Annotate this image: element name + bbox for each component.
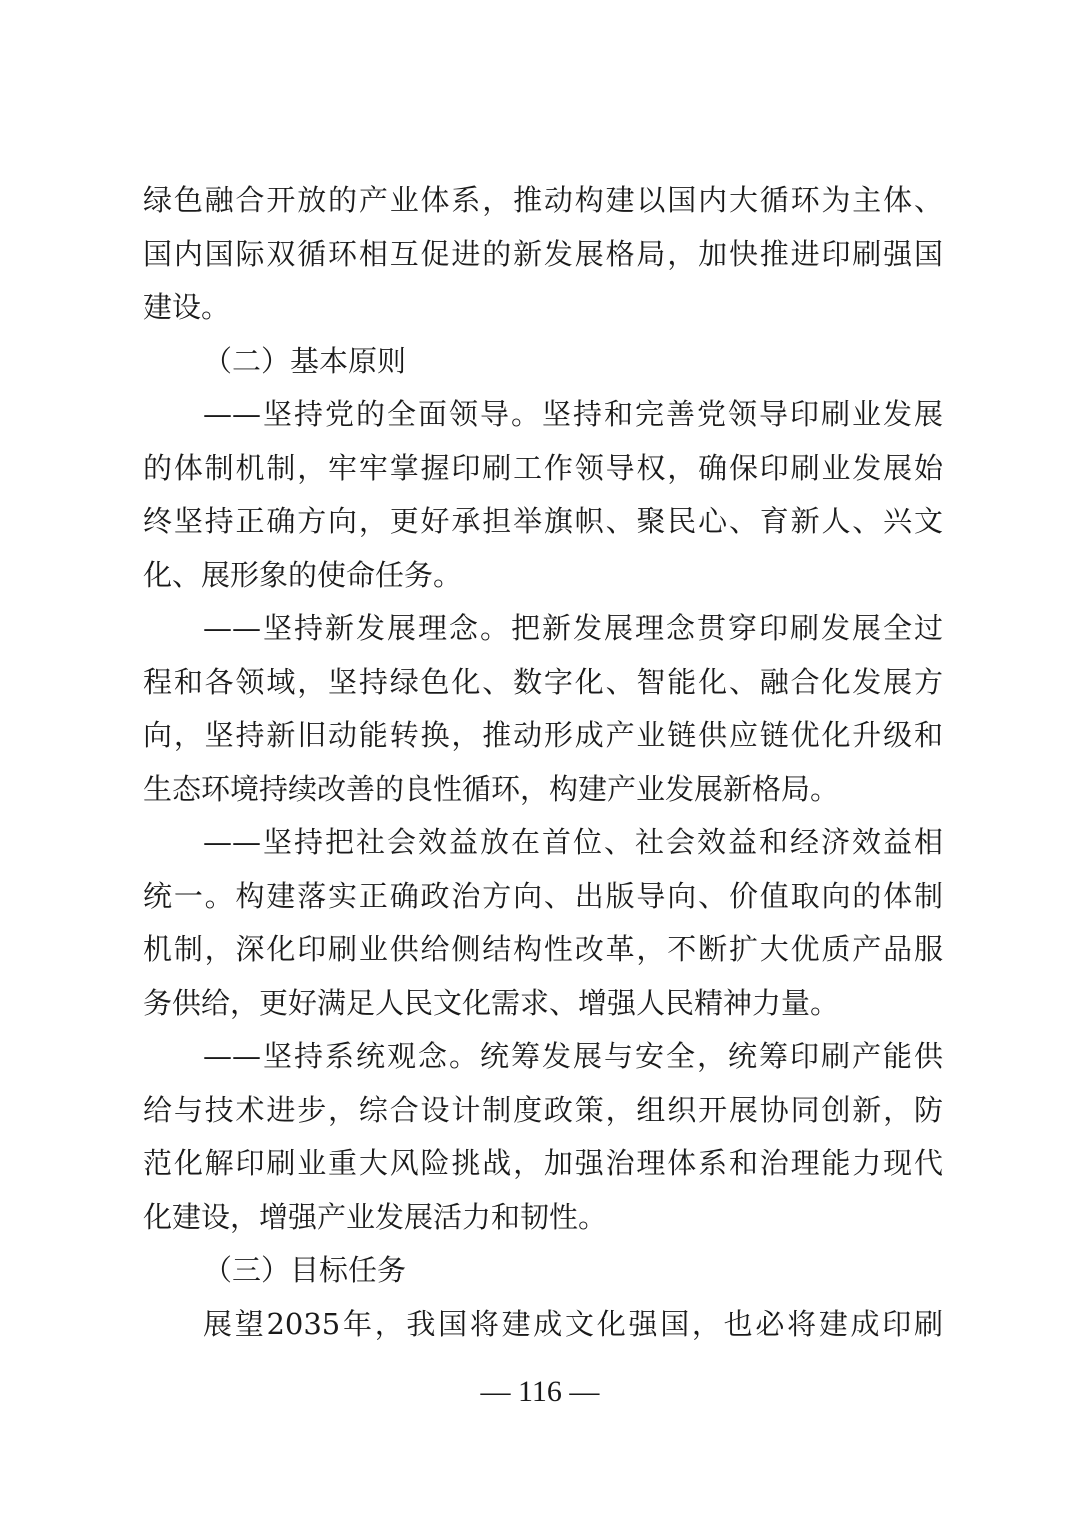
document-body [143,174,943,1351]
text-line: 程和各领域，坚持绿色化、数字化、智能化、融合化发展方 [143,664,943,699]
text-line: ——坚持把社会效益放在首位、社会效益和经济效益相 [203,825,943,859]
page-number: — 116 — [480,1375,600,1408]
text-line: 范化解印刷业重大风险挑战，加强治理体系和治理能力现代 [143,1146,943,1180]
text-line: 给与技术进步，综合设计制度政策，组织开展协同创新，防 [143,1092,943,1127]
text-line: 务供给，更好满足人民文化需求、增强人民精神力量。 [143,985,840,1020]
paragraph-systems-thinking [143,1030,943,1244]
paragraph-party-leadership [143,388,943,602]
text-line: 生态环境持续改善的良性循环，构建产业发展新格局。 [143,771,840,806]
text-line: ——坚持新发展理念。把新发展理念贯穿印刷发展全过 [203,611,943,645]
text-line: 建设。 [143,290,231,324]
text-line: ——坚持系统观念。统筹发展与安全，统筹印刷产能供 [203,1039,943,1073]
text-line: 化建设，增强产业发展活力和韧性。 [143,1199,608,1234]
paragraph-outlook-2035 [143,1298,943,1352]
text-line: 国内国际双循环相互促进的新发展格局，加快推进印刷强国 [143,236,943,271]
text-line: ——坚持党的全面领导。坚持和完善党领导印刷业发展 [203,397,943,431]
text-line: 的体制机制，牢牢掌握印刷工作领导权，确保印刷业发展始 [143,450,943,485]
paragraph-social-benefit [143,816,943,1030]
text-line: 机制，深化印刷业供给侧结构性改革，不断扩大优质产品服 [143,932,943,966]
paragraph-1 [143,174,943,335]
text-line: 统一。构建落实正确政治方向、出版导向、价值取向的体制 [143,878,943,913]
text-line: 向，坚持新旧动能转换，推动形成产业链供应链优化升级和 [143,718,943,752]
text-line: 展望2035年，我国将建成文化强国，也必将建成印刷 [203,1306,943,1341]
section-heading-goals-tasks: （三）目标任务 [203,1253,407,1287]
section-heading-basic-principles: （二）基本原则 [203,343,407,378]
paragraph-new-development [143,602,943,816]
text-line: 绿色融合开放的产业体系，推动构建以国内大循环为主体、 [143,183,943,217]
text-line: 化、展形象的使命任务。 [143,557,463,592]
text-line: 终坚持正确方向，更好承担举旗帜、聚民心、育新人、兴文 [143,504,943,538]
